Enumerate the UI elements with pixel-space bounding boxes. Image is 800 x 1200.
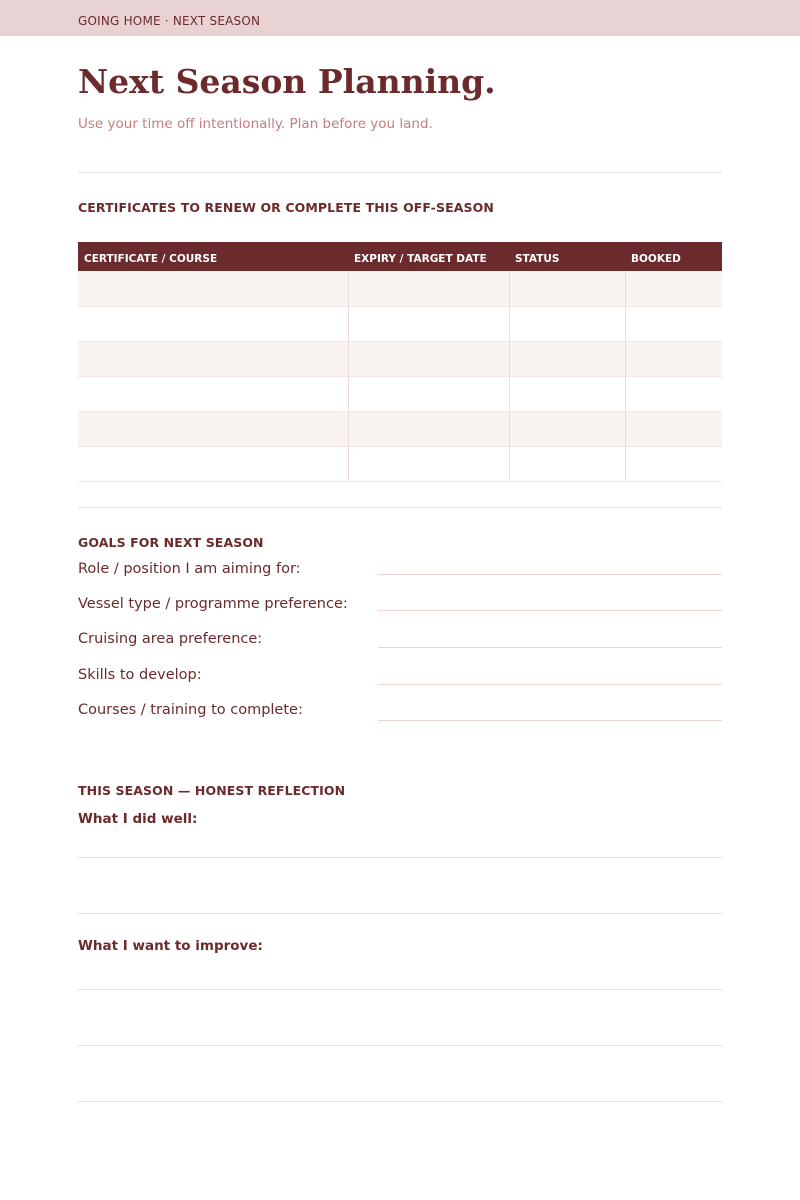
table-row bbox=[78, 446, 722, 481]
divider bbox=[78, 507, 722, 508]
goal-input-skills[interactable] bbox=[378, 684, 722, 685]
booked-cell[interactable] bbox=[625, 376, 722, 411]
booked-cell[interactable] bbox=[625, 271, 722, 306]
improve-writing-line[interactable] bbox=[78, 989, 722, 990]
goal-label-courses: Courses / training to complete: bbox=[78, 702, 303, 718]
certificate-cell[interactable] bbox=[78, 446, 348, 481]
certificate-cell[interactable] bbox=[78, 306, 348, 341]
column-header-certificate: CERTIFICATE / COURSE bbox=[78, 242, 348, 271]
booked-cell[interactable] bbox=[625, 341, 722, 376]
expiry-cell[interactable] bbox=[348, 271, 509, 306]
goal-label-vessel: Vessel type / programme preference: bbox=[78, 596, 348, 612]
table-row bbox=[78, 306, 722, 341]
status-cell[interactable] bbox=[509, 411, 625, 446]
expiry-cell[interactable] bbox=[348, 341, 509, 376]
table-row bbox=[78, 411, 722, 446]
reflection-heading: THIS SEASON — HONEST REFLECTION bbox=[78, 783, 346, 798]
goal-input-role[interactable] bbox=[378, 574, 722, 575]
column-header-status: STATUS bbox=[509, 242, 625, 271]
breadcrumb: GOING HOME · NEXT SEASON bbox=[78, 14, 261, 28]
expiry-cell[interactable] bbox=[348, 411, 509, 446]
certificates-table bbox=[78, 242, 722, 482]
table-row bbox=[78, 341, 722, 376]
did-well-writing-line[interactable] bbox=[78, 857, 722, 858]
expiry-cell[interactable] bbox=[348, 446, 509, 481]
page-title: Next Season Planning. bbox=[78, 62, 496, 101]
certificates-heading: CERTIFICATES TO RENEW OR COMPLETE THIS OFF-SEASON bbox=[78, 200, 494, 215]
column-header-expiry: EXPIRY / TARGET DATE bbox=[348, 242, 509, 271]
booked-cell[interactable] bbox=[625, 411, 722, 446]
status-cell[interactable] bbox=[509, 341, 625, 376]
column-header-booked: BOOKED bbox=[625, 242, 722, 271]
goal-label-skills: Skills to develop: bbox=[78, 667, 202, 683]
table-row bbox=[78, 271, 722, 306]
booked-cell[interactable] bbox=[625, 306, 722, 341]
goal-input-vessel[interactable] bbox=[378, 610, 722, 611]
certificate-cell[interactable] bbox=[78, 341, 348, 376]
table-row bbox=[78, 376, 722, 411]
improve-writing-line[interactable] bbox=[78, 1045, 722, 1046]
goal-input-courses[interactable] bbox=[378, 720, 722, 721]
improve-label: What I want to improve: bbox=[78, 938, 263, 954]
certificate-cell[interactable] bbox=[78, 411, 348, 446]
goal-input-cruising-area[interactable] bbox=[378, 647, 722, 648]
certificate-cell[interactable] bbox=[78, 271, 348, 306]
top-bar bbox=[0, 0, 800, 36]
goals-heading: GOALS FOR NEXT SEASON bbox=[78, 535, 264, 550]
page-subtitle: Use your time off intentionally. Plan before you land. bbox=[78, 116, 433, 132]
expiry-cell[interactable] bbox=[348, 376, 509, 411]
improve-writing-line[interactable] bbox=[78, 1101, 722, 1102]
table-header-row bbox=[78, 242, 722, 271]
certificate-cell[interactable] bbox=[78, 376, 348, 411]
goal-label-cruising-area: Cruising area preference: bbox=[78, 631, 263, 647]
status-cell[interactable] bbox=[509, 306, 625, 341]
status-cell[interactable] bbox=[509, 446, 625, 481]
status-cell[interactable] bbox=[509, 271, 625, 306]
expiry-cell[interactable] bbox=[348, 306, 509, 341]
did-well-label: What I did well: bbox=[78, 811, 198, 827]
status-cell[interactable] bbox=[509, 376, 625, 411]
divider bbox=[78, 172, 722, 173]
goal-label-role: Role / position I am aiming for: bbox=[78, 561, 301, 577]
booked-cell[interactable] bbox=[625, 446, 722, 481]
did-well-writing-line[interactable] bbox=[78, 913, 722, 914]
